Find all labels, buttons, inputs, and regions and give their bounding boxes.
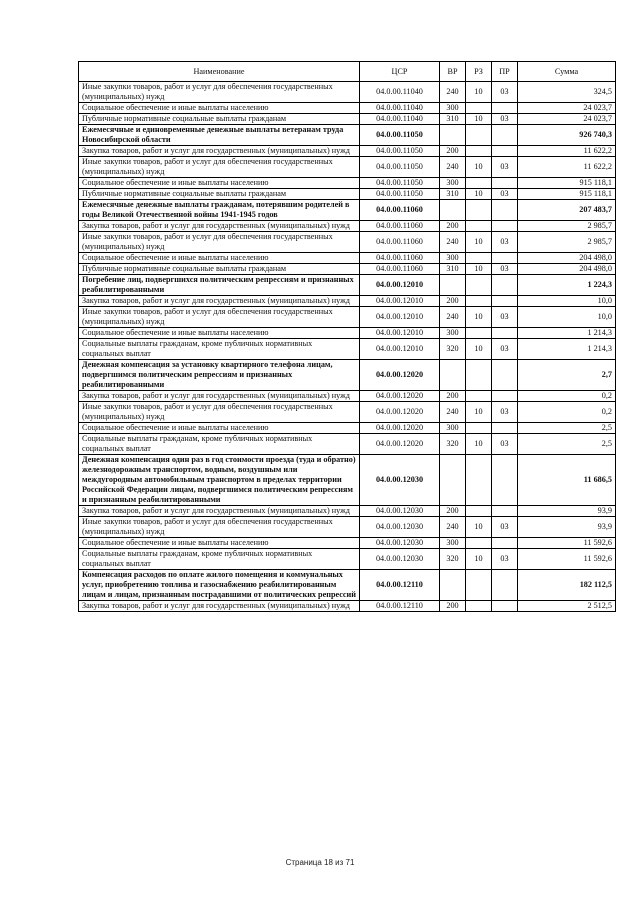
cell-name: Социальное обеспечение и иные выплаты населению [79,538,360,549]
table-row [79,455,616,506]
cell-sum: 207 483,7 [518,200,616,221]
cell-sum: 2,7 [518,360,616,391]
budget-table [78,61,616,612]
cell-name: Публичные нормативные социальные выплаты гражданам [79,264,360,275]
cell-sum: 93,9 [518,506,616,517]
cell-name: Социальное обеспечение и иные выплаты населению [79,103,360,114]
cell-rz [466,275,492,296]
cell-vr: 200 [440,221,466,232]
cell-name: Закупка товаров, работ и услуг для государственных (муниципальных) нужд [79,146,360,157]
cell-sum: 24 023,7 [518,114,616,125]
cell-sum: 11 622,2 [518,146,616,157]
table-row [79,221,616,232]
table-body [79,82,616,612]
cell-csr: 04.0.00.12030 [360,517,440,538]
cell-name: Ежемесячные денежные выплаты гражданам, потерявшим родителей в годы Великой Отечественной войны 1941-1945 годов [79,200,360,221]
cell-pr: 03 [492,307,518,328]
cell-sum: 2,5 [518,434,616,455]
cell-rz [466,601,492,612]
cell-csr: 04.0.00.11050 [360,157,440,178]
table-row [79,296,616,307]
cell-pr: 03 [492,402,518,423]
table-header-row [79,62,616,82]
cell-pr [492,328,518,339]
cell-rz [466,221,492,232]
cell-pr [492,538,518,549]
cell-pr [492,423,518,434]
cell-pr [492,221,518,232]
cell-csr: 04.0.00.12020 [360,434,440,455]
cell-pr [492,570,518,601]
cell-sum: 182 112,5 [518,570,616,601]
cell-csr: 04.0.00.11060 [360,221,440,232]
cell-rz [466,200,492,221]
cell-csr: 04.0.00.11040 [360,114,440,125]
cell-vr [440,200,466,221]
cell-pr: 03 [492,157,518,178]
cell-name: Социальные выплаты гражданам, кроме публичных нормативных социальных выплат [79,339,360,360]
cell-vr: 240 [440,82,466,103]
table-row [79,253,616,264]
cell-rz: 10 [466,189,492,200]
cell-pr: 03 [492,189,518,200]
cell-rz [466,360,492,391]
cell-pr [492,455,518,506]
cell-vr: 200 [440,391,466,402]
cell-csr: 04.0.00.11060 [360,253,440,264]
cell-csr: 04.0.00.12020 [360,391,440,402]
cell-sum: 11 592,6 [518,549,616,570]
cell-pr [492,178,518,189]
cell-sum: 915 118,1 [518,189,616,200]
table-row [79,146,616,157]
cell-csr: 04.0.00.12030 [360,455,440,506]
table-row [79,434,616,455]
cell-csr: 04.0.00.12010 [360,275,440,296]
cell-pr [492,601,518,612]
cell-rz [466,146,492,157]
header-vr: ВР [440,62,466,82]
cell-csr: 04.0.00.12030 [360,538,440,549]
table-row [79,82,616,103]
cell-rz: 10 [466,157,492,178]
cell-name: Денежная компенсация за установку квартирного телефона лицам, подвергшимся политическим репрессиям и признанных реабилитированными [79,360,360,391]
cell-vr: 310 [440,114,466,125]
cell-sum: 10,0 [518,296,616,307]
cell-rz [466,570,492,601]
cell-csr: 04.0.00.11050 [360,125,440,146]
cell-rz [466,391,492,402]
cell-sum: 24 023,7 [518,103,616,114]
cell-sum: 11 686,5 [518,455,616,506]
cell-sum: 11 592,6 [518,538,616,549]
cell-name: Закупка товаров, работ и услуг для государственных (муниципальных) нужд [79,296,360,307]
cell-rz [466,125,492,146]
cell-pr [492,360,518,391]
cell-sum: 93,9 [518,517,616,538]
table-row [79,275,616,296]
cell-name: Иные закупки товаров, работ и услуг для обеспечения государственных (муниципальных) нужд [79,82,360,103]
cell-vr: 200 [440,601,466,612]
cell-sum: 204 498,0 [518,264,616,275]
cell-vr: 320 [440,434,466,455]
table-row [79,360,616,391]
cell-csr: 04.0.00.11050 [360,146,440,157]
cell-pr: 03 [492,549,518,570]
cell-rz: 10 [466,339,492,360]
cell-sum: 2 985,7 [518,232,616,253]
cell-name: Социальное обеспечение и иные выплаты населению [79,328,360,339]
cell-sum: 926 740,3 [518,125,616,146]
cell-name: Социальное обеспечение и иные выплаты населению [79,178,360,189]
cell-sum: 915 118,1 [518,178,616,189]
cell-pr [492,200,518,221]
cell-name: Закупка товаров, работ и услуг для государственных (муниципальных) нужд [79,221,360,232]
cell-vr [440,360,466,391]
table-row [79,307,616,328]
cell-name: Публичные нормативные социальные выплаты гражданам [79,189,360,200]
table-row [79,103,616,114]
cell-csr: 04.0.00.12020 [360,402,440,423]
cell-vr: 240 [440,307,466,328]
cell-vr: 240 [440,157,466,178]
cell-name: Иные закупки товаров, работ и услуг для обеспечения государственных (муниципальных) нужд [79,307,360,328]
cell-name: Социальные выплаты гражданам, кроме публичных нормативных социальных выплат [79,434,360,455]
cell-rz [466,103,492,114]
cell-csr: 04.0.00.12110 [360,570,440,601]
cell-rz: 10 [466,434,492,455]
table-row [79,189,616,200]
cell-vr [440,570,466,601]
cell-pr: 03 [492,264,518,275]
cell-csr: 04.0.00.11050 [360,189,440,200]
cell-vr: 320 [440,549,466,570]
cell-sum: 1 214,3 [518,328,616,339]
table-row [79,178,616,189]
cell-vr [440,455,466,506]
table-row [79,200,616,221]
cell-pr: 03 [492,434,518,455]
cell-csr: 04.0.00.11060 [360,264,440,275]
cell-name: Иные закупки товаров, работ и услуг для обеспечения государственных (муниципальных) нужд [79,157,360,178]
cell-csr: 04.0.00.12010 [360,296,440,307]
header-name: Наименование [79,62,360,82]
cell-rz: 10 [466,517,492,538]
table-row [79,549,616,570]
cell-vr: 200 [440,296,466,307]
cell-rz [466,538,492,549]
cell-pr [492,125,518,146]
cell-csr: 04.0.00.12030 [360,506,440,517]
cell-sum: 1 224,3 [518,275,616,296]
cell-name: Социальные выплаты гражданам, кроме публичных нормативных социальных выплат [79,549,360,570]
cell-pr [492,506,518,517]
table-row [79,601,616,612]
cell-vr: 320 [440,339,466,360]
cell-vr: 240 [440,517,466,538]
cell-pr: 03 [492,517,518,538]
cell-rz [466,178,492,189]
header-rz: РЗ [466,62,492,82]
cell-pr [492,146,518,157]
cell-rz: 10 [466,549,492,570]
table-row [79,157,616,178]
cell-pr [492,296,518,307]
cell-name: Денежная компенсация один раз в год стоимости проезда (туда и обратно) железнодорожным транспортом, водным, воздушным или междугородным автомобильным транспортом в пределах территории Российской Федерации лицам, подвергшимся политическим репрессиям и признанным реабилитированными [79,455,360,506]
cell-name: Погребение лиц, подвергшихся политическим репрессиям и признанных реабилитированными [79,275,360,296]
cell-rz: 10 [466,402,492,423]
cell-vr: 310 [440,189,466,200]
cell-csr: 04.0.00.12010 [360,328,440,339]
cell-name: Иные закупки товаров, работ и услуг для обеспечения государственных (муниципальных) нужд [79,402,360,423]
table-row [79,538,616,549]
table-row [79,423,616,434]
cell-csr: 04.0.00.12010 [360,307,440,328]
cell-vr: 300 [440,103,466,114]
cell-pr [492,391,518,402]
cell-pr [492,103,518,114]
cell-pr: 03 [492,82,518,103]
header-csr: ЦСР [360,62,440,82]
cell-sum: 204 498,0 [518,253,616,264]
cell-csr: 04.0.00.12020 [360,423,440,434]
cell-name: Социальное обеспечение и иные выплаты населению [79,253,360,264]
cell-name: Закупка товаров, работ и услуг для государственных (муниципальных) нужд [79,506,360,517]
cell-vr: 300 [440,178,466,189]
header-sum: Сумма [518,62,616,82]
cell-csr: 04.0.00.11060 [360,200,440,221]
cell-csr: 04.0.00.11060 [360,232,440,253]
cell-vr: 240 [440,232,466,253]
cell-vr: 240 [440,402,466,423]
cell-vr: 310 [440,264,466,275]
cell-sum: 0,2 [518,391,616,402]
cell-csr: 04.0.00.11050 [360,178,440,189]
cell-rz: 10 [466,114,492,125]
cell-csr: 04.0.00.12030 [360,549,440,570]
header-pr: ПР [492,62,518,82]
cell-name: Закупка товаров, работ и услуг для государственных (муниципальных) нужд [79,601,360,612]
cell-name: Закупка товаров, работ и услуг для государственных (муниципальных) нужд [79,391,360,402]
cell-sum: 2 985,7 [518,221,616,232]
cell-vr: 300 [440,423,466,434]
cell-sum: 0,2 [518,402,616,423]
cell-name: Публичные нормативные социальные выплаты гражданам [79,114,360,125]
cell-name: Ежемесячные и единовременные денежные выплаты ветеранам труда Новосибирской области [79,125,360,146]
cell-rz: 10 [466,307,492,328]
table-row [79,402,616,423]
cell-vr: 300 [440,253,466,264]
cell-sum: 324,5 [518,82,616,103]
page-footer: Страница 18 из 71 [285,858,355,867]
cell-pr [492,275,518,296]
cell-vr: 300 [440,328,466,339]
cell-name: Социальное обеспечение и иные выплаты населению [79,423,360,434]
cell-csr: 04.0.00.12010 [360,339,440,360]
cell-name: Иные закупки товаров, работ и услуг для обеспечения государственных (муниципальных) нужд [79,517,360,538]
table-row [79,232,616,253]
cell-sum: 2 512,5 [518,601,616,612]
cell-vr [440,125,466,146]
cell-vr: 200 [440,506,466,517]
cell-rz: 10 [466,264,492,275]
cell-rz: 10 [466,232,492,253]
cell-sum: 2,5 [518,423,616,434]
table-row [79,328,616,339]
cell-name: Компенсация расходов по оплате жилого помещения и коммунальных услуг, приобретению топлива и газоснабжению реабилитированным лицам и лицам, признанным пострадавшими от политических репрессий [79,570,360,601]
cell-sum: 10,0 [518,307,616,328]
cell-pr: 03 [492,114,518,125]
cell-vr: 200 [440,146,466,157]
cell-rz [466,506,492,517]
cell-pr: 03 [492,232,518,253]
table-row [79,517,616,538]
table-row [79,570,616,601]
cell-rz [466,423,492,434]
cell-rz [466,296,492,307]
cell-csr: 04.0.00.12110 [360,601,440,612]
table-row [79,506,616,517]
cell-rz [466,253,492,264]
table-row [79,339,616,360]
table-row [79,264,616,275]
cell-sum: 1 214,3 [518,339,616,360]
cell-vr [440,275,466,296]
cell-name: Иные закупки товаров, работ и услуг для обеспечения государственных (муниципальных) нужд [79,232,360,253]
cell-rz [466,328,492,339]
table-row [79,114,616,125]
cell-pr [492,253,518,264]
table-row [79,125,616,146]
cell-rz [466,455,492,506]
cell-csr: 04.0.00.12020 [360,360,440,391]
cell-csr: 04.0.00.11040 [360,82,440,103]
table-row [79,391,616,402]
cell-sum: 11 622,2 [518,157,616,178]
cell-pr: 03 [492,339,518,360]
cell-csr: 04.0.00.11040 [360,103,440,114]
cell-rz: 10 [466,82,492,103]
cell-vr: 300 [440,538,466,549]
